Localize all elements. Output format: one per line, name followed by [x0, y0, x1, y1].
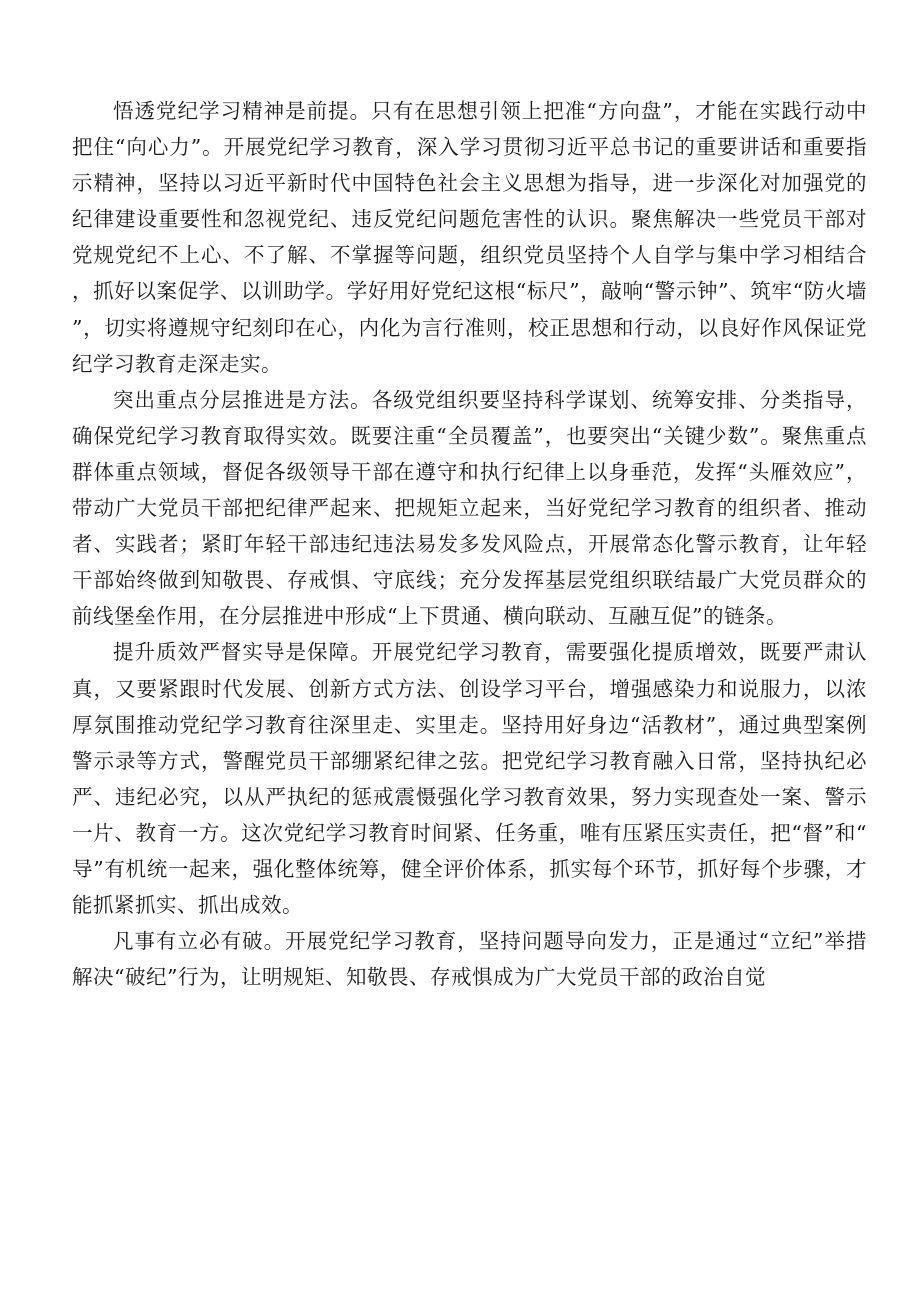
- paragraph-premise: 悟透党纪学习精神是前提。只有在思想引领上把准“方向盘”，才能在实践行动中把住“向心力”。开展党纪学习教育，深入学习贯彻习近平总书记的重要讲话和重要指示精神，坚持以习近平新时代中国特色社会主义思想为指导，进一步深化对加强党的纪律建设重要性和忽视党纪、违反党纪问题危害性的认识。聚焦解决一些党员干部对党规党纪不上心、不了解、不掌握等问题，组织党员坚持个人自学与集中学习相结合，抓好以案促学、以训助学。学好用好党纪这根“标尺”，敲响“警示钟”、筑牢“防火墙”，切实将遵规守纪刻印在心，内化为言行准则，校正思想和行动，以良好作风保证党纪学习教育走深走实。: [72, 99, 867, 376]
- paragraph-method: 突出重点分层推进是方法。各级党组织要坚持科学谋划、统筹安排、分类指导，确保党纪学习教育取得实效。既要注重“全员覆盖”，也要突出“关键少数”。聚焦重点群体重点领域，督促各级领导干部在遵守和执行纪律上以身垂范，发挥“头雁效应”，带动广大党员干部把纪律严起来、把规矩立起来，当好党纪学习教育的组织者、推动者、实践者；紧盯年轻干部违纪违法易发多发风险点，开展常态化警示教育，让年轻干部始终做到知敬畏、存戒惧、守底线；充分发挥基层党组织联结最广大党员群众的前线堡垒作用，在分层推进中形成“上下贯通、横向联动、互融互促”的链条。: [72, 387, 867, 629]
- paragraph-break-and-establish: 凡事有立必有破。开展党纪学习教育，坚持问题导向发力，正是通过“立纪”举措解决“破纪”行为，让明规矩、知敬畏、存戒惧成为广大党员干部的政治自觉: [72, 929, 867, 990]
- document-body: [72, 93, 867, 995]
- paragraph-guarantee: 提升质效严督实导是保障。开展党纪学习教育，需要强化提质增效，既要严肃认真，又要紧跟时代发展、创新方式方法、创设学习平台，增强感染力和说服力，以浓厚氛围推动党纪学习教育往深里走、实里走。坚持用好身边“活教材”，通过典型案例警示录等方式，警醒党员干部绷紧纪律之弦。把党纪学习教育融入日常，坚持执纪必严、违纪必究，以从严执纪的惩戒震慑强化学习教育效果，努力实现查处一案、警示一片、教育一方。这次党纪学习教育时间紧、任务重，唯有压紧压实责任，把“督”和“导”有机统一起来，强化整体统筹，健全评价体系，抓实每个环节，抓好每个步骤，才能抓紧抓实、抓出成效。: [72, 640, 867, 918]
